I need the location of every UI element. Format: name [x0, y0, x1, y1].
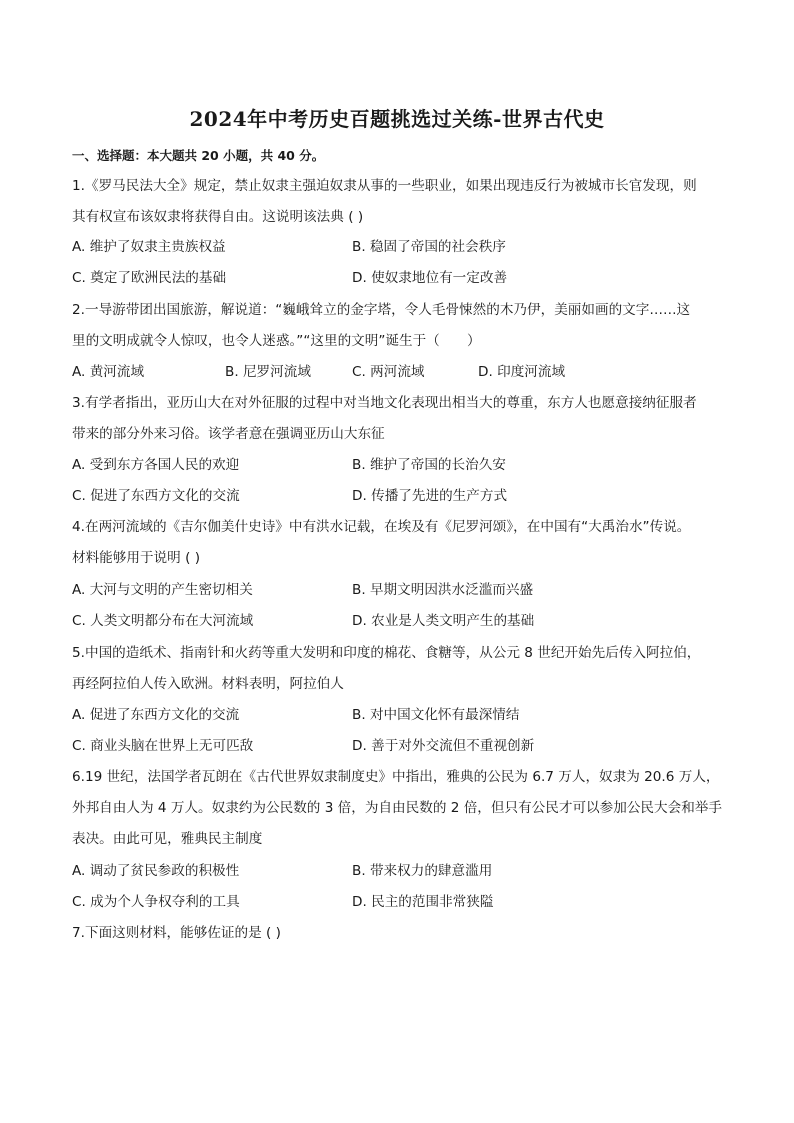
- question-2-option-a[interactable]: A. 黄河流域: [72, 364, 145, 380]
- question-3-option-a[interactable]: A. 受到东方各国人民的欢迎: [72, 457, 240, 473]
- question-3-line-2: 带来的部分外来习俗。该学者意在强调亚历山大东征: [72, 426, 385, 442]
- question-6-line-1: 6.19 世纪，法国学者瓦朗在《古代世界奴隶制度史》中指出，雅典的公民为 6.7 万人，奴隶为 20.6 万人，: [72, 769, 720, 785]
- question-5-option-c[interactable]: C. 商业头脑在世界上无可匹敌: [72, 738, 254, 754]
- question-6-line-2: 外邦自由人为 4 万人。奴隶约为公民数的 3 倍，为自由民数的 2 倍，但只有公民才可以参加公民大会和举手: [72, 800, 722, 816]
- question-2-line-1: 2.一导游带团出国旅游，解说道：“巍峨耸立的金字塔，令人毛骨悚然的木乃伊，美丽如画的文字……这: [72, 302, 691, 318]
- question-3-option-b[interactable]: B. 维护了帝国的长治久安: [352, 457, 506, 473]
- question-1-option-a[interactable]: A. 维护了奴隶主贵族权益: [72, 239, 226, 255]
- question-1-option-d[interactable]: D. 使奴隶地位有一定改善: [352, 270, 508, 286]
- question-3-option-c[interactable]: C. 促进了东西方文化的交流: [72, 488, 240, 504]
- question-1-line-1: 1.《罗马民法大全》规定，禁止奴隶主强迫奴隶从事的一些职业，如果出现违反行为被城市长官发现，则: [72, 178, 697, 194]
- page-title: 2024年中考历史百题挑选过关练-世界古代史: [189, 107, 605, 131]
- question-4-option-d[interactable]: D. 农业是人类文明产生的基础: [352, 613, 535, 629]
- question-4-option-c[interactable]: C. 人类文明都分布在大河流域: [72, 613, 254, 629]
- question-2-line-2: 里的文明成就令人惊叹，也令人迷惑。”“这里的文明”诞生于（ ）: [72, 333, 481, 349]
- question-1-option-b[interactable]: B. 稳固了帝国的社会秩序: [352, 239, 506, 255]
- question-4-option-b[interactable]: B. 早期文明因洪水泛滥而兴盛: [352, 582, 534, 598]
- question-6-option-c[interactable]: C. 成为个人争权夺利的工具: [72, 894, 240, 910]
- question-5-option-b[interactable]: B. 对中国文化怀有最深情结: [352, 707, 520, 723]
- question-6-option-d[interactable]: D. 民主的范围非常狭隘: [352, 894, 494, 910]
- question-6-line-3: 表决。由此可见，雅典民主制度: [72, 831, 263, 847]
- question-2-option-d[interactable]: D. 印度河流域: [478, 364, 566, 380]
- question-4-option-a[interactable]: A. 大河与文明的产生密切相关: [72, 582, 253, 598]
- question-1-option-c[interactable]: C. 奠定了欧洲民法的基础: [72, 270, 227, 286]
- question-4-line-2: 材料能够用于说明 ( ): [72, 550, 200, 566]
- question-5-line-1: 5.中国的造纸术、指南针和火药等重大发明和印度的棉花、食糖等，从公元 8 世纪开始先后传入阿拉伯，: [72, 645, 701, 661]
- question-2-option-c[interactable]: C. 两河流域: [352, 364, 425, 380]
- question-5-option-a[interactable]: A. 促进了东西方文化的交流: [72, 707, 240, 723]
- question-7-line-1: 7.下面这则材料，能够佐证的是 ( ): [72, 925, 281, 941]
- question-3-option-d[interactable]: D. 传播了先进的生产方式: [352, 488, 508, 504]
- question-5-line-2: 再经阿拉伯人传入欧洲。材料表明，阿拉伯人: [72, 676, 344, 692]
- question-6-option-a[interactable]: A. 调动了贫民参政的积极性: [72, 863, 240, 879]
- question-2-option-b[interactable]: B. 尼罗河流域: [225, 364, 311, 380]
- section-heading: 一、选择题：本大题共 20 小题，共 40 分。: [72, 148, 325, 163]
- question-5-option-d[interactable]: D. 善于对外交流但不重视创新: [352, 738, 535, 754]
- question-4-line-1: 4.在两河流域的《吉尔伽美什史诗》中有洪水记载，在埃及有《尼罗河颂》，在中国有“大禹治水”传说。: [72, 519, 691, 535]
- question-3-line-1: 3.有学者指出，亚历山大在对外征服的过程中对当地文化表现出相当大的尊重，东方人也愿意接纳征服者: [72, 395, 697, 411]
- question-6-option-b[interactable]: B. 带来权力的肆意滥用: [352, 863, 493, 879]
- question-1-line-2: 其有权宣布该奴隶将获得自由。这说明该法典 ( ): [72, 209, 364, 225]
